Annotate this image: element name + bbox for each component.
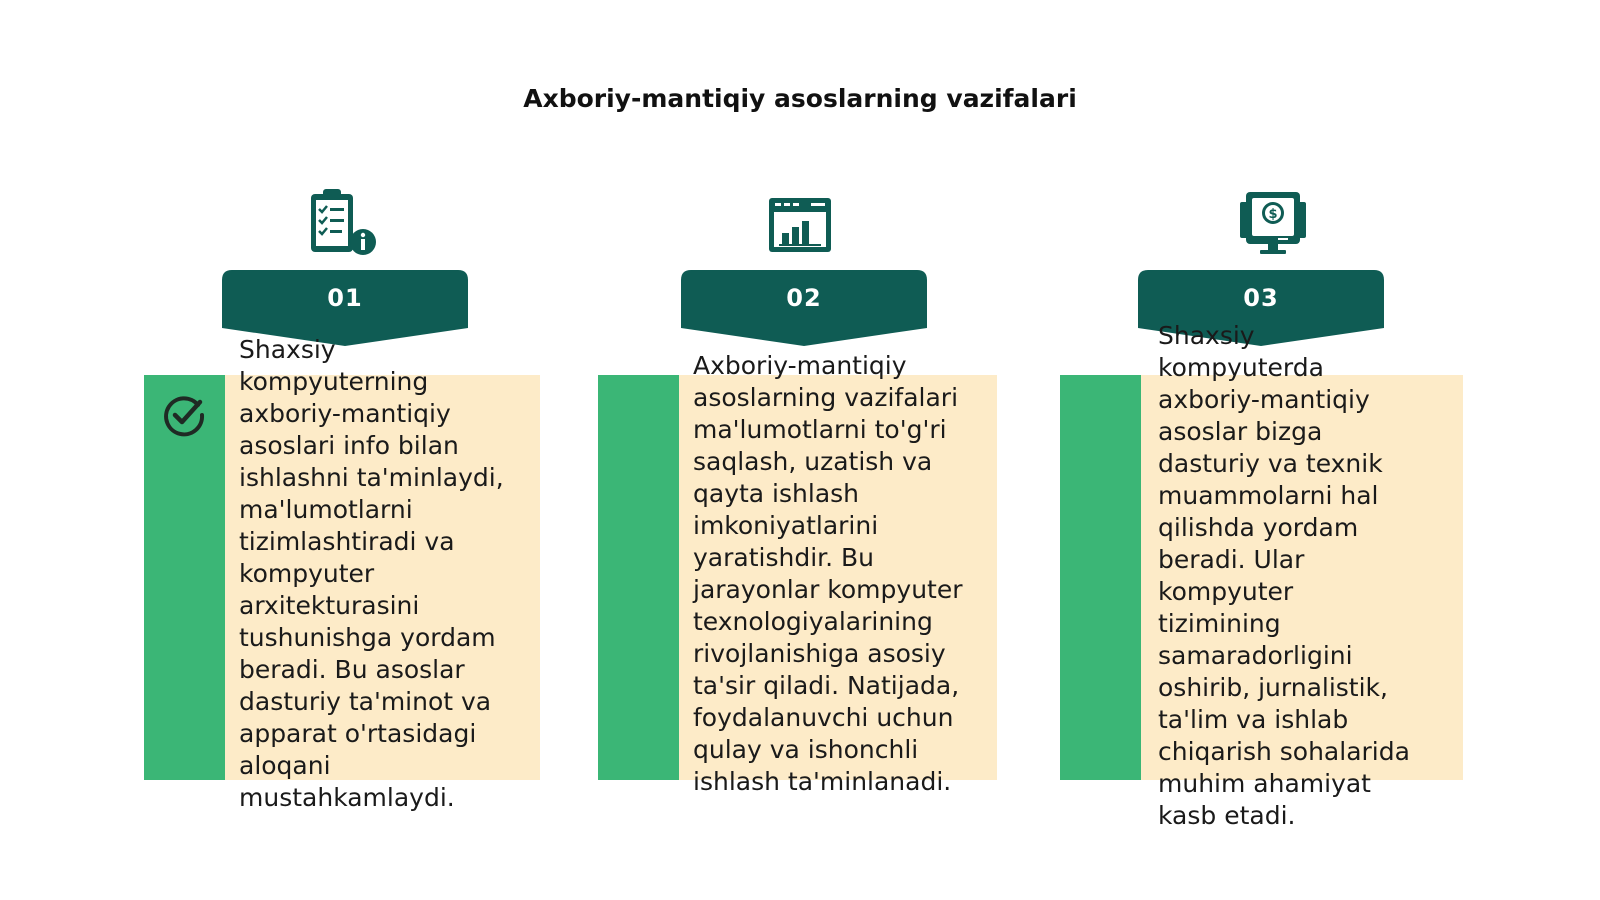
number-label: 03: [1243, 284, 1279, 312]
clipboard-checklist-info-icon: [308, 188, 378, 258]
number-label: 02: [786, 284, 822, 312]
svg-text:$: $: [1268, 207, 1278, 222]
column-02: [595, 0, 1015, 900]
accent-bar: [1060, 375, 1141, 780]
accent-bar: [598, 375, 679, 780]
card-text: Axboriy-mantiqiy asoslarning vazifalari ma'lumotlarni to'g'ri saqlash, uzatish va qayta ishlash imkoniyatlarini yaratishdir. Bu jarayonlar kompyuter texnologiyalarining rivojlanishiga asosiy ta'sir qiladi. Natijada, foydalanuvchi uchun qulay va ishonchli ishlash ta'minlanadi.: [693, 351, 963, 796]
browser-bar-chart-icon: [765, 188, 835, 258]
page-title: Axboriy-mantiqiy asoslarning vazifalari: [523, 84, 1077, 113]
computer-monitor-dollar-icon: [1238, 188, 1308, 258]
number-tab-01: [222, 270, 468, 334]
check-circle-icon: [162, 393, 206, 441]
card-text: Shaxsiy kompyuterda axboriy-mantiqiy asoslar bizga dasturiy va texnik muammolarni hal qilishda yordam beradi. Ular kompyuter tizimining samaradorligini oshirib, jurnalistik, ta'lim va ishlab chiqarish sohalarida muhim ahamiyat kasb etadi.: [1158, 321, 1410, 830]
number-label: 01: [327, 284, 363, 312]
number-tab-02: [681, 270, 927, 334]
card-text: Shaxsiy kompyuterning axboriy-mantiqiy asoslari info bilan ishlashni ta'minlaydi, ma'lumotlarni tizimlashtiradi va kompyuter arxitekturasini tushunishga yordam beradi. Bu asoslar dasturiy ta'minot va apparat o'rtasidagi aloqani mustahkamlaydi.: [239, 335, 504, 812]
accent-bar: [144, 375, 225, 780]
column-01: [140, 0, 560, 900]
column-03: [1058, 0, 1478, 900]
